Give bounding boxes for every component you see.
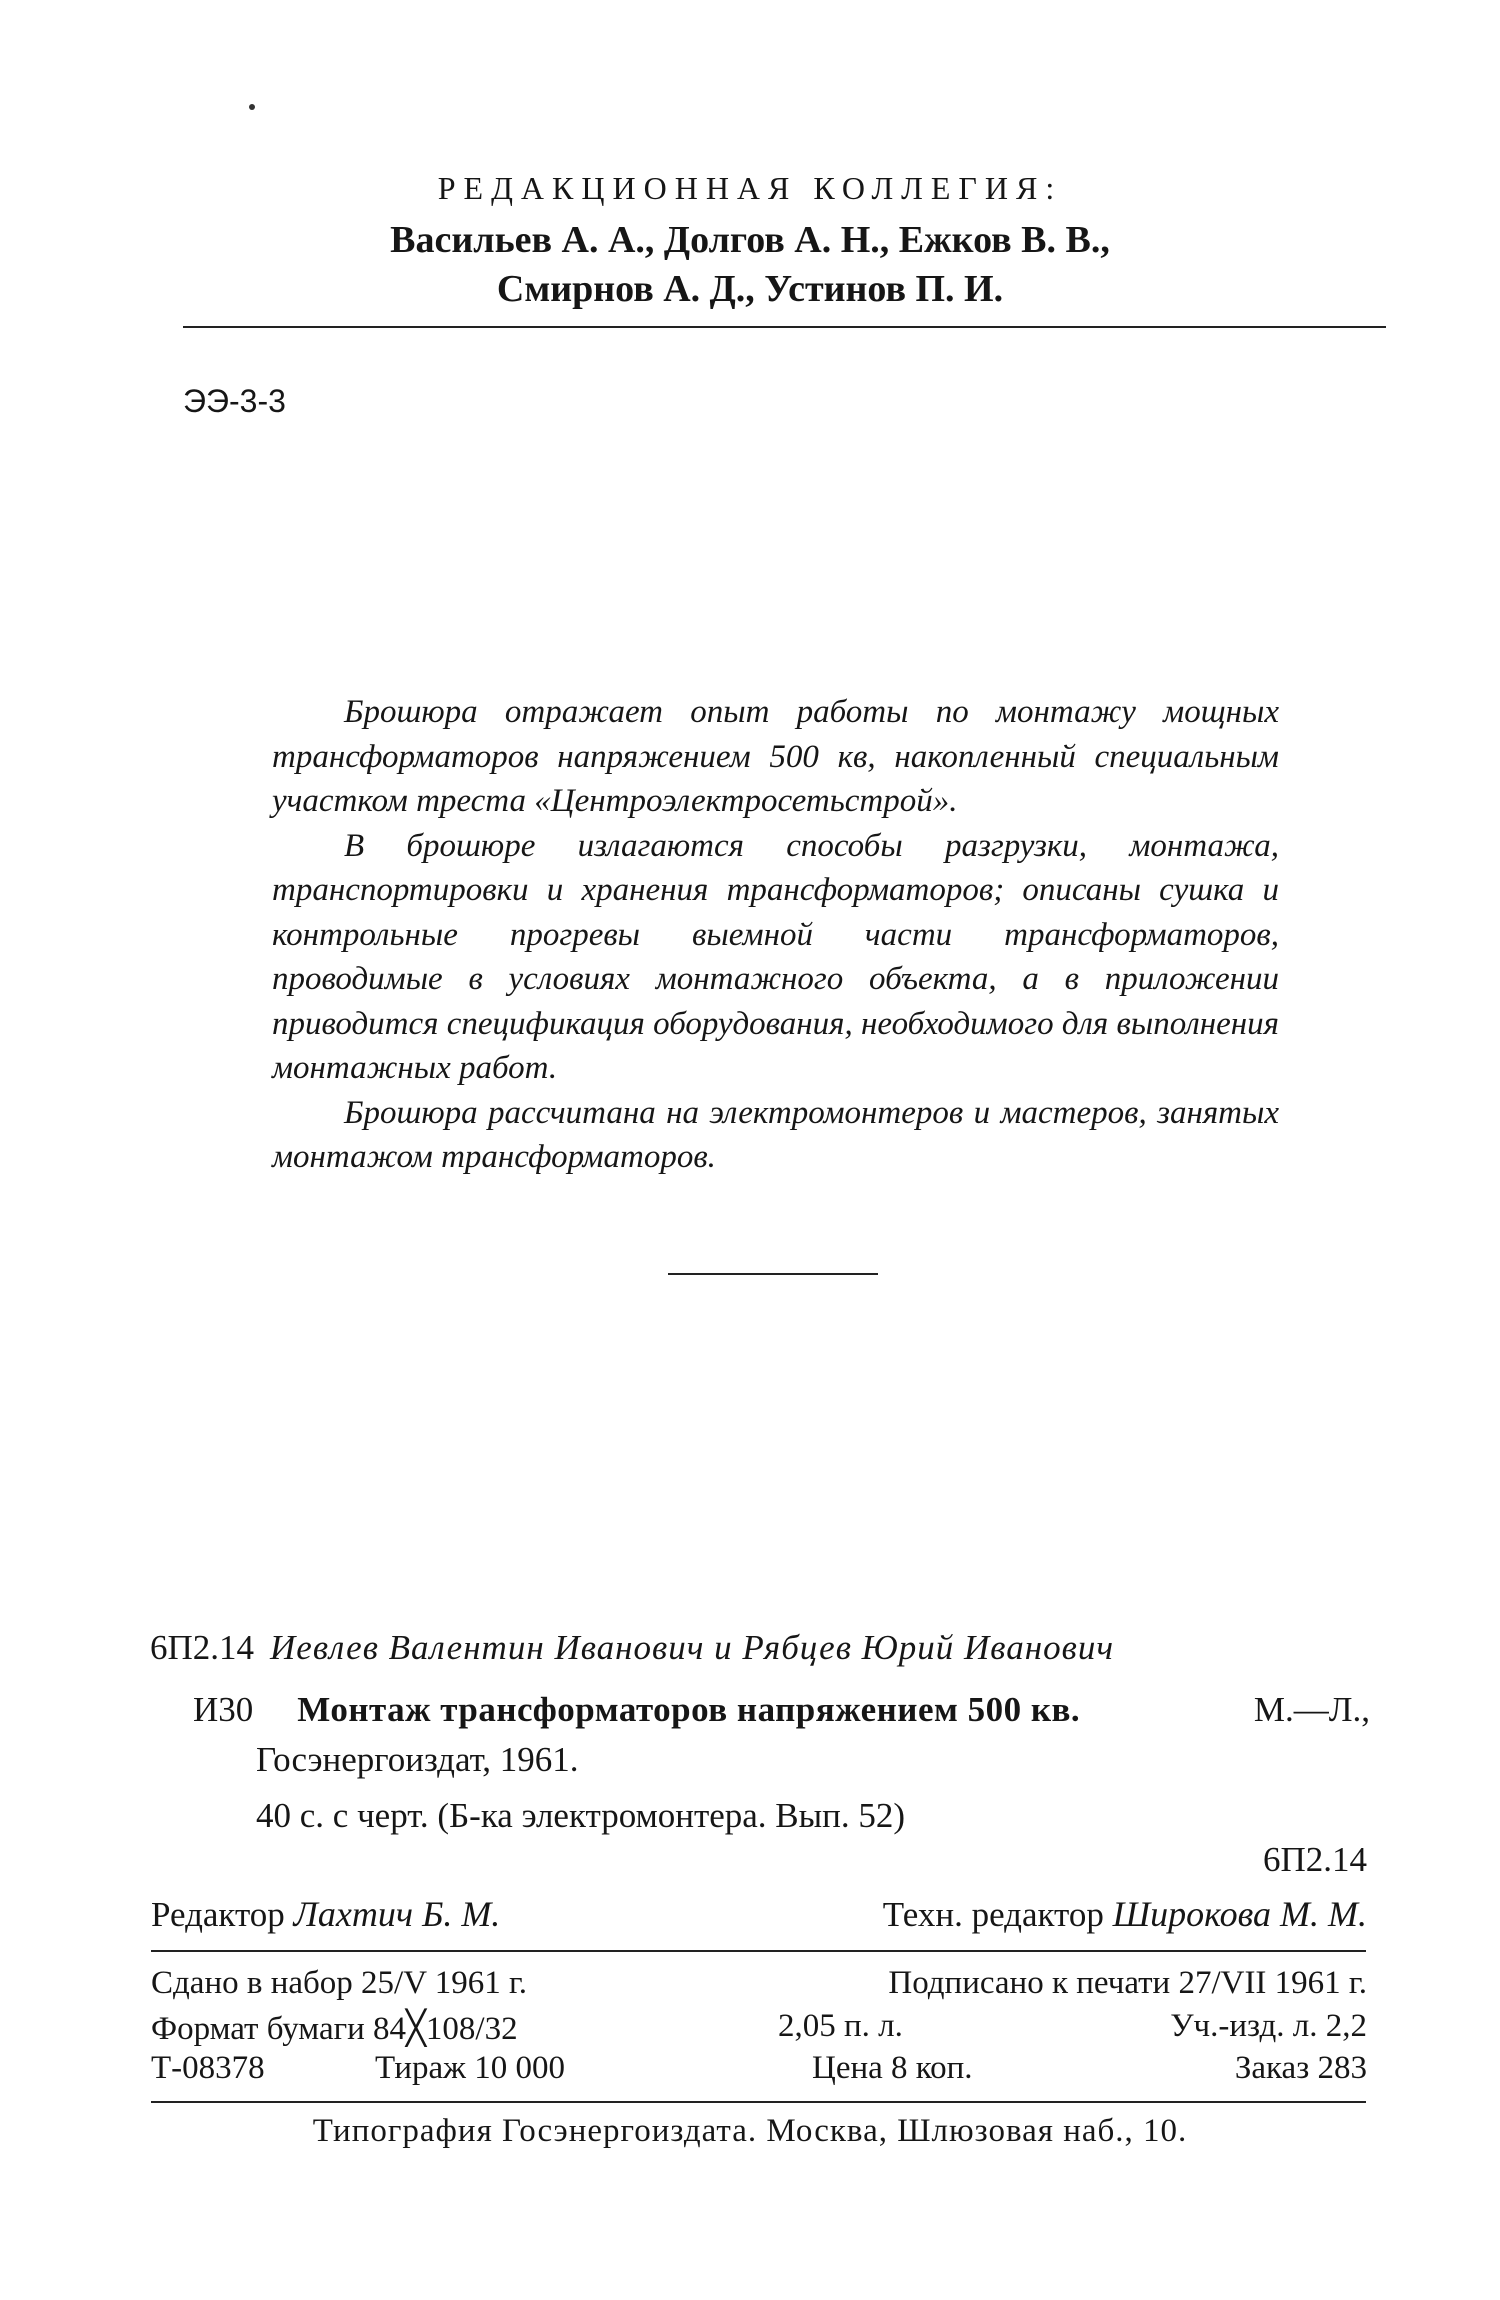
authors: Иевлев Валентин Иванович и Рябцев Юрий Иванович	[270, 1628, 1115, 1667]
scan-speck	[249, 104, 255, 110]
publisher: Госэнергоиздат, 1961.	[256, 1740, 579, 1779]
imprint-top-divider	[151, 1950, 1366, 1952]
book-title: Монтаж трансформаторов напряжением 500 кв.	[297, 1690, 1081, 1729]
abstract-paragraph-2: В брошюре излагаются способы разгрузки, монтажа, транспортировки и хранения трансформаторов; описаны сушка и контрольные прогревы выемной части трансформаторов, проводимые в условиях монтажного объекта, а в приложении приводится спецификация оборудования, необходимого для выполнения монтажных работ.	[272, 827, 1279, 1086]
abstract	[272, 690, 1279, 1180]
imprint-bottom-divider	[151, 2101, 1366, 2103]
price: Цена 8 коп.	[812, 2050, 973, 2086]
editor	[151, 1893, 500, 1935]
class-index-right: 6П2.14	[1262, 1840, 1367, 1879]
author-mark: И30	[193, 1690, 254, 1729]
permit-number: Т-08378	[151, 2050, 265, 2086]
physical-description: 40 с. с черт. (Б-ка электромонтера. Вып. 52)	[256, 1796, 906, 1835]
short-divider	[668, 1273, 878, 1275]
abstract-paragraph-1: Брошюра отражает опыт работы по монтажу мощных трансформаторов напряжением 500 кв, накопленный специальным участком треста «Центроэлектросетьстрой».	[272, 694, 1279, 819]
paper-format: Формат бумаги 84╳108/32	[151, 2011, 518, 2047]
editorial-board-title: РЕДАКЦИОННАЯ КОЛЛЕГИЯ:	[437, 170, 1063, 206]
editorial-board-members-line1: Васильев А. А., Долгов А. Н., Ежков В. В.,	[390, 219, 1110, 261]
abstract-paragraph-3: Брошюра рассчитана на электромонтеров и мастеров, занятых монтажом трансформаторов.	[272, 1094, 1279, 1175]
series-code: ЭЭ-3-3	[183, 383, 286, 419]
editorial-board-members-line2: Смирнов А. Д., Устинов П. И.	[496, 268, 1004, 310]
signed-date: Подписано к печати 27/VII 1961 г.	[888, 1965, 1367, 2001]
publishing-sheets: Уч.-изд. л. 2,2	[1170, 2008, 1367, 2044]
order-number: Заказ 283	[1234, 2050, 1367, 2086]
tech-editor-name: Широкова М. М.	[1112, 1894, 1367, 1934]
editor-name: Лахтич Б. М.	[293, 1894, 501, 1934]
tech-editor-label: Техн. редактор	[882, 1895, 1104, 1934]
print-run: Тираж 10 000	[375, 2050, 565, 2086]
class-index: 6П2.14	[150, 1628, 255, 1667]
submitted-date: Сдано в набор 25/V 1961 г.	[151, 1965, 528, 2001]
publication-place: М.—Л.,	[1253, 1690, 1370, 1729]
header-divider	[183, 326, 1386, 328]
catalog-title-line	[193, 1690, 1080, 1730]
tech-editor	[883, 1893, 1367, 1935]
editor-label: Редактор	[151, 1895, 285, 1934]
printing-house: Типография Госэнергоиздата. Москва, Шлюзовая наб., 10.	[312, 2113, 1188, 2149]
catalog-authors-line	[150, 1628, 1114, 1668]
printed-sheets: 2,05 п. л.	[778, 2008, 903, 2044]
